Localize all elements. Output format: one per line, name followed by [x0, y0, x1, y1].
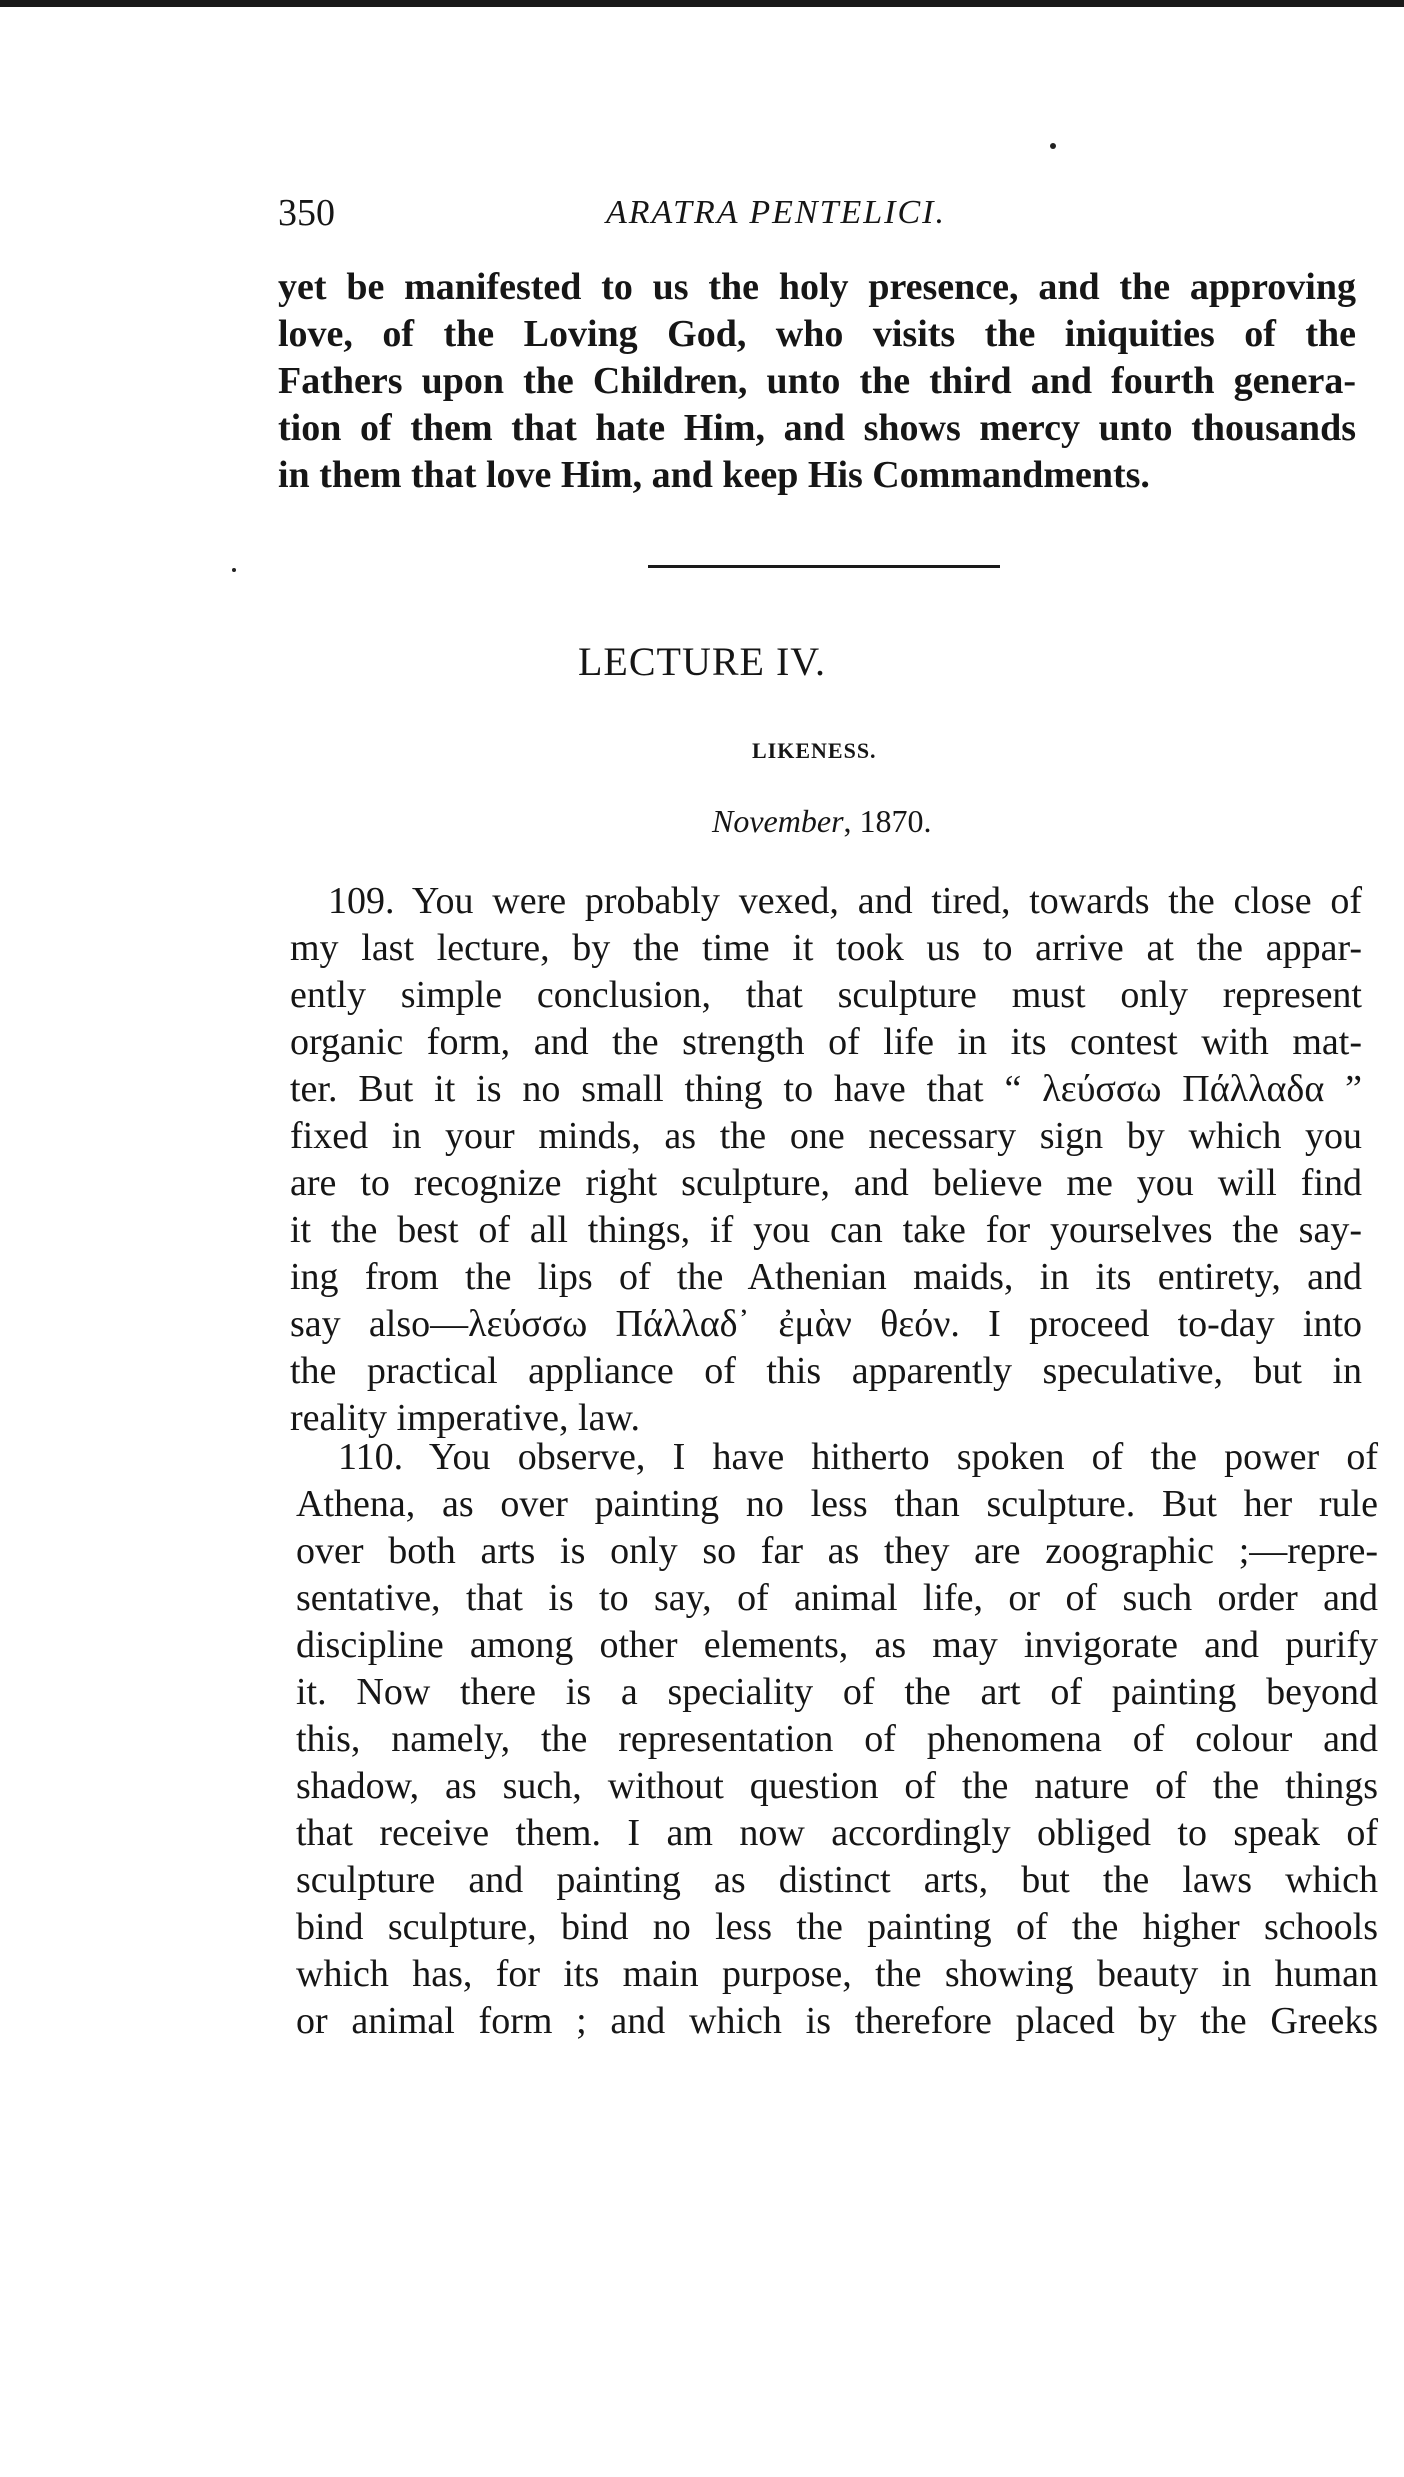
text-line: over both arts is only so far as they are zoographic ;—repre-: [296, 1530, 1378, 1572]
top-border-rule: [0, 0, 1404, 7]
print-speck: [232, 568, 236, 572]
text-line: are to recognize right sculpture, and believe me you will find: [290, 1162, 1362, 1204]
text-line: discipline among other elements, as may invigorate and purify: [296, 1624, 1378, 1666]
text-line: in them that love Him, and keep His Commandments.: [278, 454, 1150, 496]
page-number: 350: [278, 192, 335, 234]
lecture-date: [712, 800, 932, 842]
text-line: the practical appliance of this apparently speculative, but in: [290, 1350, 1362, 1392]
text-line: sentative, that is to say, of animal life, or of such order and: [296, 1577, 1378, 1619]
text-line: Athena, as over painting no less than sculpture. But her rule: [296, 1483, 1378, 1525]
text-line: bind sculpture, bind no less the painting of the higher schools: [296, 1906, 1378, 1948]
text-line: Fathers upon the Children, unto the third and fourth genera-: [278, 360, 1356, 402]
text-line: love, of the Loving God, who visits the iniquities of the: [278, 313, 1356, 355]
text-line: ently simple conclusion, that sculpture must only represent: [290, 974, 1362, 1016]
text-line: that receive them. I am now accordingly obliged to speak of: [296, 1812, 1378, 1854]
text-line: say also—λεύσσω Πάλλαδ᾽ ἐμὰν θεόν. I proceed to-day into: [290, 1303, 1362, 1345]
lecture-heading: [0, 636, 1404, 688]
lecture-date-year: , 1870.: [843, 803, 932, 839]
text-line: ter. But it is no small thing to have that “ λεύσσω Πάλλαδα ”: [290, 1068, 1362, 1110]
print-speck: [1050, 143, 1056, 149]
text-line: it. Now there is a speciality of the art of painting beyond: [296, 1671, 1378, 1713]
text-line: shadow, as such, without question of the nature of the things: [296, 1765, 1378, 1807]
text-line: sculpture and painting as distinct arts, but the laws which: [296, 1859, 1378, 1901]
lecture-date-month: November: [712, 803, 844, 839]
text-line: or animal form ; and which is therefore placed by the Greeks: [296, 2000, 1378, 2042]
text-line: yet be manifested to us the holy presence, and the approving: [278, 266, 1356, 308]
running-head: [278, 188, 1018, 238]
text-line: this, namely, the representation of phenomena of colour and: [296, 1718, 1378, 1760]
running-title: ARATRA PENTELICI.: [606, 194, 946, 231]
text-line: 110. You observe, I have hitherto spoken of the power of: [338, 1436, 1378, 1478]
text-line: reality imperative, law.: [290, 1397, 640, 1439]
text-line: which has, for its main purpose, the showing beauty in human: [296, 1953, 1378, 1995]
text-line: it the best of all things, if you can take for yourselves the say-: [290, 1209, 1362, 1251]
text-line: 109. You were probably vexed, and tired, towards the close of: [328, 880, 1362, 922]
section-divider-rule: [648, 565, 1000, 568]
lecture-subheading: LIKENESS.: [752, 738, 877, 763]
text-line: my last lecture, by the time it took us to arrive at the appar-: [290, 927, 1362, 969]
text-line: fixed in your minds, as the one necessary sign by which you: [290, 1115, 1362, 1157]
lecture-heading-text: LECTURE IV.: [577, 639, 827, 684]
text-line: tion of them that hate Him, and shows mercy unto thousands: [278, 407, 1356, 449]
text-line: organic form, and the strength of life in its contest with mat-: [290, 1021, 1362, 1063]
text-line: ing from the lips of the Athenian maids, in its entirety, and: [290, 1256, 1362, 1298]
